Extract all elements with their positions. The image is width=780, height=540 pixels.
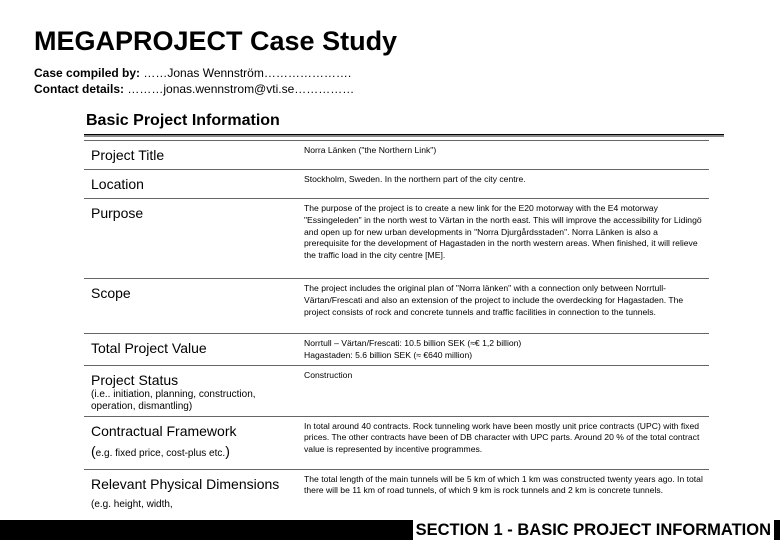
compiled-by-value: ……Jonas Wennström…………………. — [140, 66, 352, 80]
table-row — [84, 365, 709, 416]
row-value: The total length of the main tunnels will be 5 km of which 1 km was constructed twenty years ago. In total there will be 11 km of road tunnels, of which 9 km is rock tunnels and 2 km is concrete tunnels. — [301, 469, 709, 529]
row-value: The purpose of the project is to create a new link for the E20 motorway with the E4 motorway "Essingeleden" in the north west to Värtan in the north east. This will improve the accessibility for Lidingö and open up for new urban developments in "Norra Djurgårdsstaden". Norra Länken is also a prerequisite for the development of Hagastaden in the north western areas. When finished, it will relieve the traffic load in the city centre [ME]. — [301, 199, 709, 279]
table-row — [84, 199, 709, 279]
row-label-cell — [84, 365, 301, 416]
contact-details-label: Contact details: — [34, 82, 125, 96]
footer-bar — [0, 520, 780, 540]
row-label — [91, 475, 301, 514]
row-label: Purpose — [84, 199, 301, 279]
row-value: The project includes the original plan of "Norra länken" with a connection only between Norrtull-Värtan/Frescati and also an extension of the project to include the overdecking for Hagastaden. The project consists of rock and concrete tunnels and traffic facilities in connection to the tunnels. — [301, 279, 709, 334]
footer-section-label: SECTION 1 - BASIC PROJECT INFORMATION — [413, 520, 774, 540]
table-row — [84, 334, 709, 366]
section-heading — [84, 110, 724, 135]
row-value: In total around 40 contracts. Rock tunneling work have been mostly unit price contracts (UPC) with fixed prices. The other contracts have been of DB character with UPC parts. Around 20 % of the total contract value is represented by incentive programmes. — [301, 416, 709, 469]
contact-details-line — [34, 82, 354, 96]
row-sublabel: (i.e.. initiation, planning, construction, operation, dismantling) — [91, 388, 256, 412]
table-row — [84, 416, 709, 469]
value-line: Norrtull – Värtan/Frescati: 10.5 billion SEK (≈€ 1,2 billion) — [304, 338, 522, 348]
contact-details-value: ………jonas.wennstrom@vti.se…………… — [124, 82, 355, 96]
table-row — [84, 170, 709, 199]
compiled-by-line — [34, 66, 351, 80]
row-sublabel: (e.g. height, width, — [91, 498, 173, 510]
row-value: Construction — [301, 365, 709, 416]
row-value: Norra Länken ("the Northern Link") — [301, 141, 709, 170]
table-row — [84, 279, 709, 334]
row-label: Location — [84, 170, 301, 199]
project-info-table — [84, 140, 709, 530]
compiled-by-label: Case compiled by: — [34, 66, 141, 80]
value-line: Hagastaden: 5.6 billion SEK (≈ €640 million) — [304, 349, 473, 360]
row-sublabel-line — [91, 440, 301, 465]
row-label-text: Relevant Physical Dimensions — [91, 475, 280, 492]
row-sublabel-open: ( — [91, 442, 96, 459]
row-label: Contractual Framework — [91, 422, 237, 439]
row-label-cell — [84, 416, 301, 469]
section-heading-text: Basic Project Information — [86, 112, 280, 129]
row-value — [301, 334, 709, 366]
row-label: Project Title — [84, 141, 301, 170]
row-label: Total Project Value — [84, 334, 301, 366]
row-sublabel-close: ) — [225, 442, 230, 459]
page-title: MEGAPROJECT Case Study — [34, 26, 398, 56]
table-row — [84, 141, 709, 170]
row-label: Project Status — [91, 371, 179, 388]
row-label: Scope — [84, 279, 301, 334]
row-sublabel: e.g. fixed price, cost-plus etc. — [95, 447, 226, 459]
row-value: Stockholm, Sweden. In the northern part of the city centre. — [301, 170, 709, 199]
